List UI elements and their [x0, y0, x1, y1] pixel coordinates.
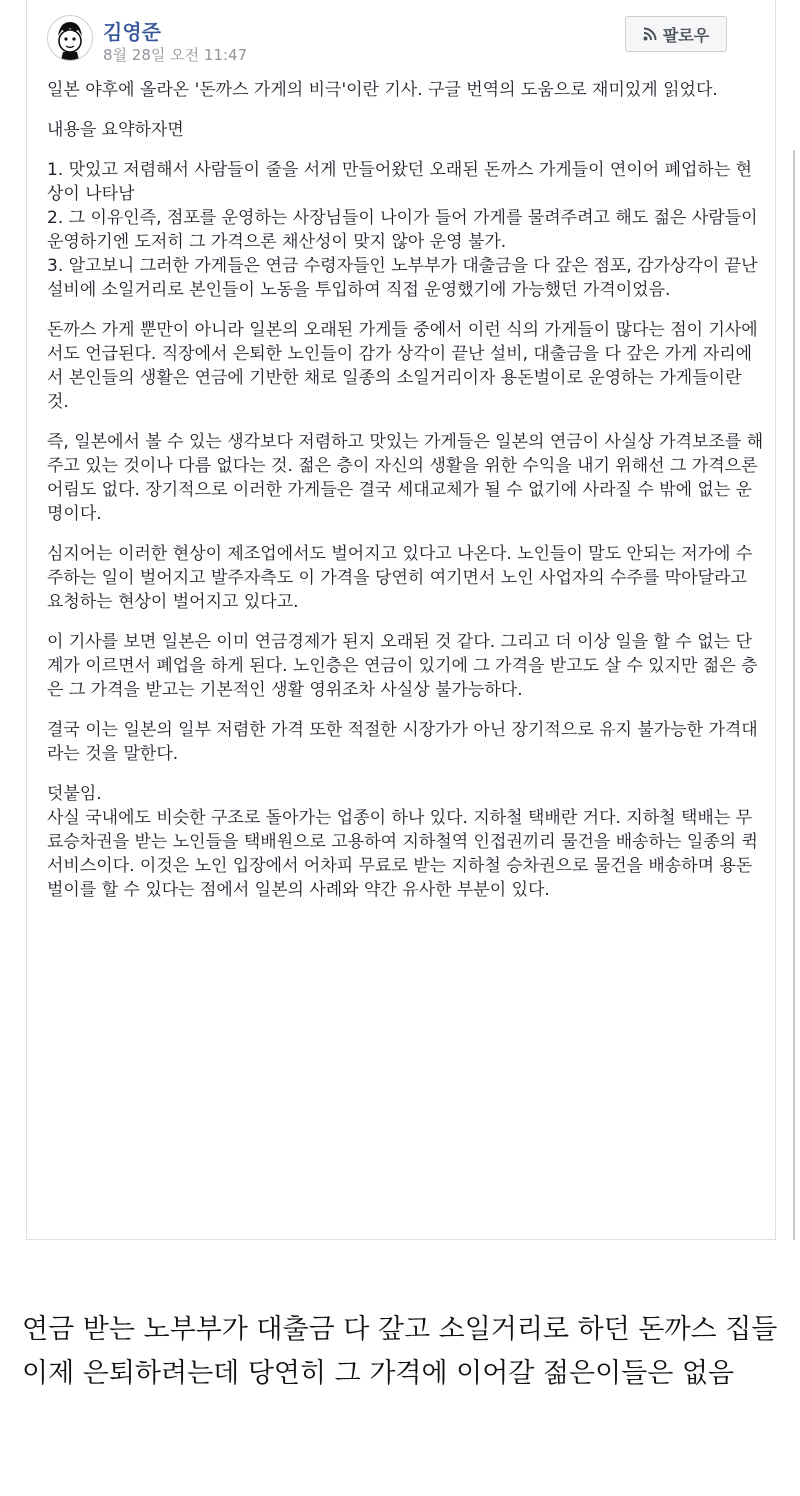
post-paragraph: 결국 이는 일본의 일부 저렴한 가격 또한 적절한 시장가가 아닌 장기적으로 유지 불가능한 가격대라는 것을 말한다.	[47, 720, 758, 764]
post-paragraph: 돈까스 가게 뿐만이 아니라 일본의 오래된 가게들 중에서 이런 식의 가게들이 많다는 점이 기사에서도 언급된다. 직장에서 은퇴한 노인들이 감가 상각이 끝난 설비, 대출금을 다 갚은 가게 자리에서 본인들의 생활은 연금에 기반한 채로 일종의 소일거리이자 용돈벌이로 운영하는 가게들이란 것.	[47, 320, 758, 412]
author-name[interactable]: 김영준	[103, 20, 161, 44]
post-body	[47, 78, 767, 918]
avatar[interactable]	[47, 15, 93, 61]
post-paragraph: 이 기사를 보면 일본은 이미 연금경제가 된지 오래된 것 같다. 그리고 더 이상 일을 할 수 없는 단계가 이르면서 폐업을 하게 된다. 노인층은 연금이 있기에 그 가격을 받고도 살 수 있지만 젊은 층은 그 가격을 받고는 기본적인 생활 영위조차 사실상 불가능하다.	[47, 632, 758, 700]
follow-button[interactable]	[625, 16, 727, 52]
caption-line: 이제 은퇴하려는데 당연히 그 가격에 이어갈 젊은이들은 없음	[22, 1358, 735, 1389]
post-paragraph: 즉, 일본에서 볼 수 있는 생각보다 저렴하고 맛있는 가게들은 일본의 연금이 사실상 가격보조를 해주고 있는 것이나 다름 없다는 것. 젊은 층이 자신의 생활을 위한 수익을 내기 위해선 그 가격으론 어림도 없다. 장기적으로 이러한 가게들은 결국 세대교체가 될 수 없기에 사라질 수 밖에 없는 운명이다.	[47, 432, 764, 524]
post-paragraph: 내용을 요약하자면	[47, 120, 184, 140]
rss-icon	[643, 27, 657, 41]
follow-button-label: 팔로우	[662, 25, 710, 45]
caption	[22, 1308, 792, 1396]
post-paragraph: 1. 맛있고 저렴해서 사람들이 줄을 서게 만들어왔던 오래된 돈까스 가게들이 연이어 폐업하는 현상이 나타남 2. 그 이유인즉, 점포를 운영하는 사장님들이 나이가 들어 가게를 물려주려고 해도 젊은 사람들이 운영하기엔 도저히 그 가격으론 채산성이 맞지 않아 운영 불가. 3. 알고보니 그러한 가게들은 연금 수령자들인 노부부가 대출금을 다 갚은 점포, 감가상각이 끝난 설비에 소일거리로 본인들이 노동을 투입하여 직접 운영했기에 가능했던 가격이었음.	[47, 160, 758, 300]
cartoon-face-icon	[48, 16, 92, 60]
post-paragraph: 덧붙임. 사실 국내에도 비슷한 구조로 돌아가는 업종이 하나 있다. 지하철 택배란 거다. 지하철 택배는 무료승차권을 받는 노인들을 택배원으로 고용하여 지하철역 인접권끼리 물건을 배송하는 일종의 퀵서비스이다. 이것은 노인 입장에서 어차피 무료로 받는 지하철 승차권으로 물건을 배송하며 용돈벌이를 할 수 있다는 점에서 일본의 사례와 약간 유사한 부분이 있다.	[47, 784, 758, 900]
post-paragraph: 심지어는 이러한 현상이 제조업에서도 벌어지고 있다고 나온다. 노인들이 말도 안되는 저가에 수주하는 일이 벌어지고 발주자측도 이 가격을 당연히 여기면서 노인 사업자의 수주를 막아달라고 요청하는 현상이 벌어지고 있다고.	[47, 544, 753, 612]
caption-line: 연금 받는 노부부가 대출금 다 갚고 소일거리로 하던 돈까스 집들	[22, 1314, 778, 1345]
post-paragraph: 일본 야후에 올라온 '돈까스 가게의 비극'이란 기사. 구글 번역의 도움으로 재미있게 읽었다.	[47, 80, 718, 100]
post-card	[26, 0, 776, 1240]
scrollbar[interactable]	[793, 150, 795, 1240]
post-timestamp[interactable]: 8월 28일 오전 11:47	[103, 46, 248, 64]
